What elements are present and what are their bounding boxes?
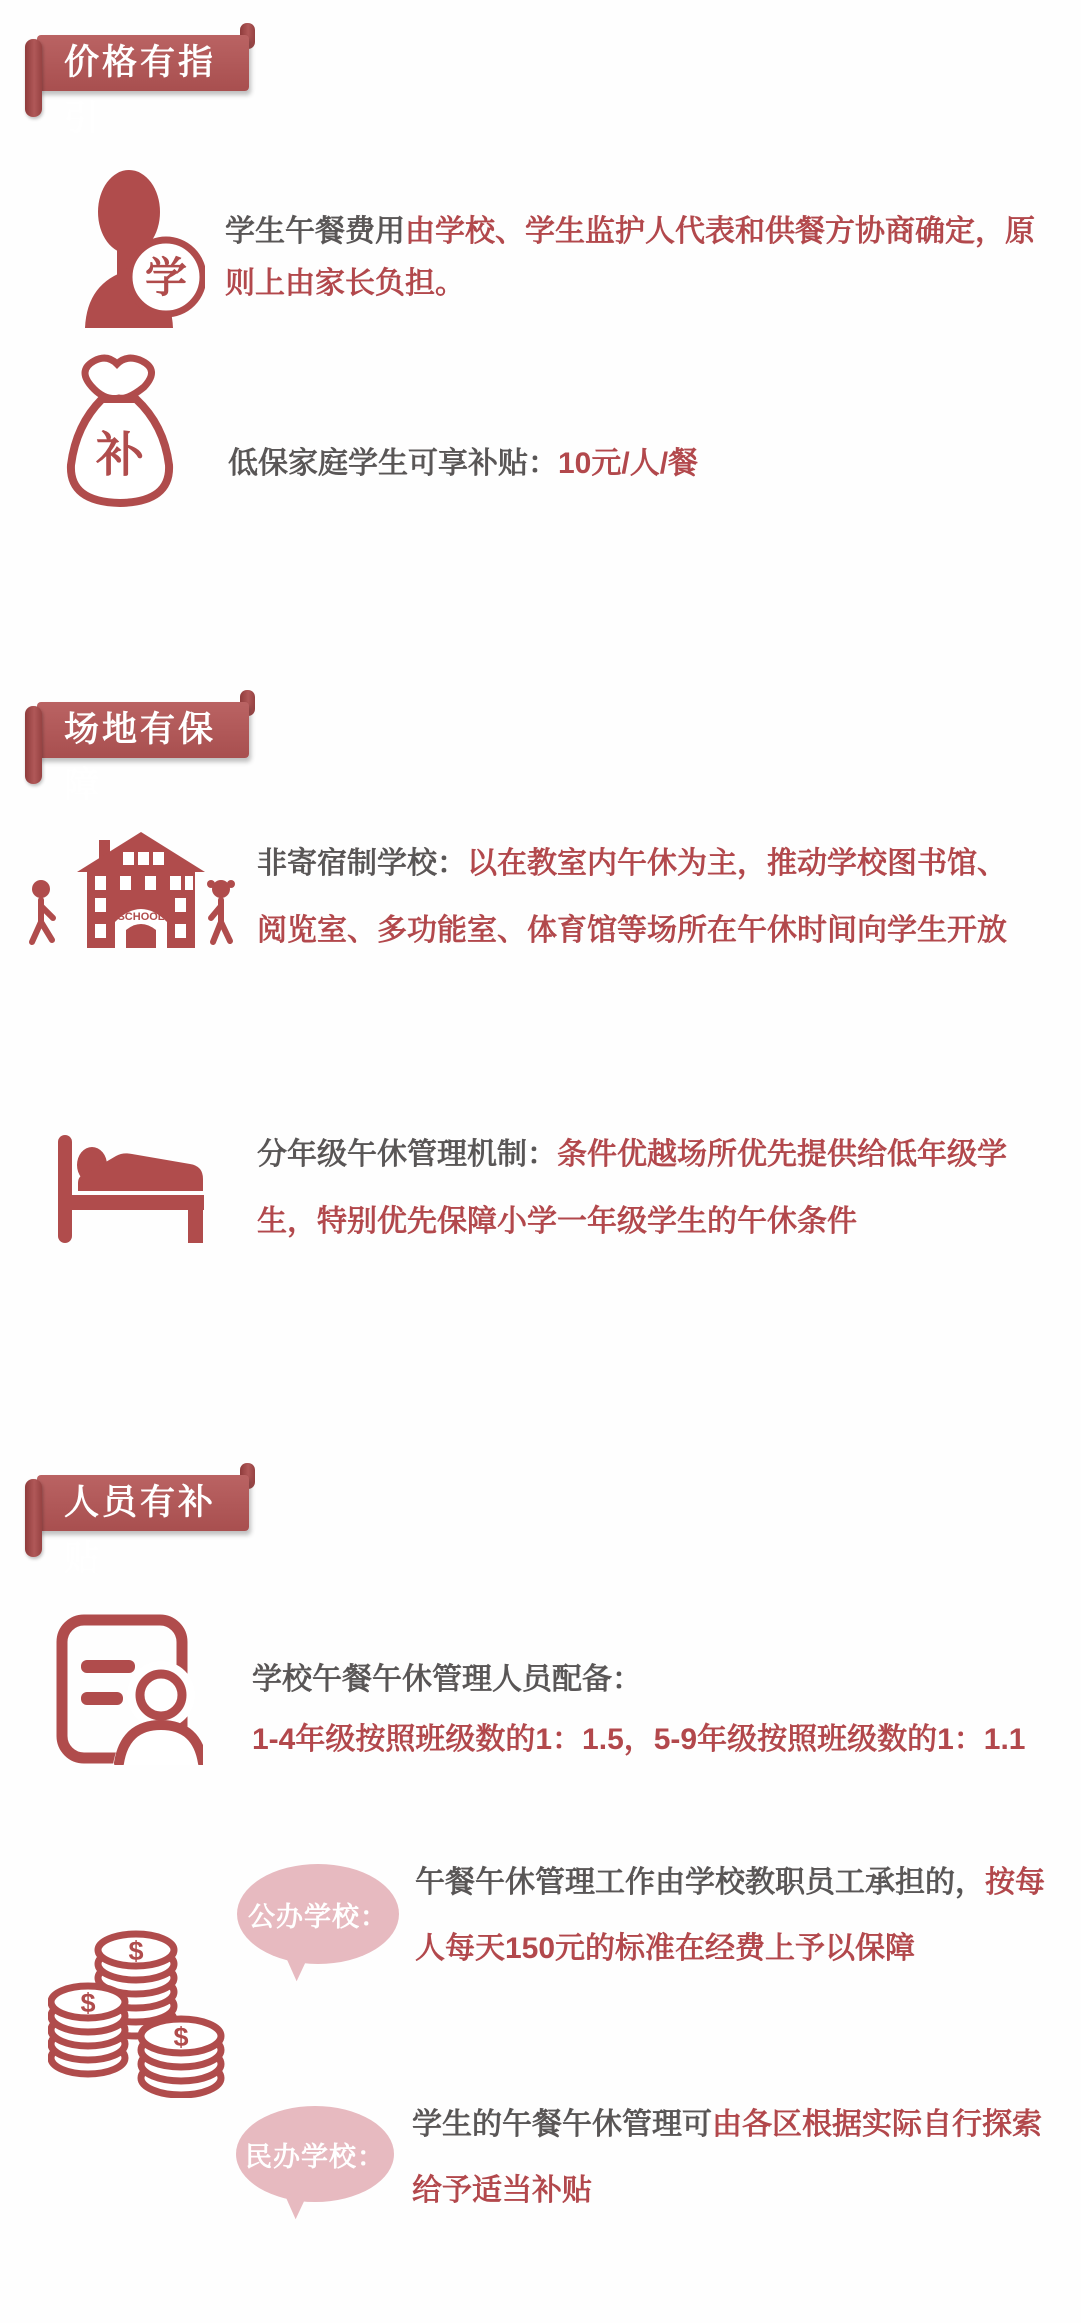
- text-line: 学生午餐费用由学校、学生监护人代表和供餐方协商确定，原: [225, 215, 1035, 248]
- public-school-label: 公办学校：: [248, 1901, 388, 1932]
- coins-icon: [48, 1930, 228, 2098]
- badge-venue-guarantee: [25, 690, 257, 805]
- walking-girl-icon: [211, 900, 230, 942]
- badge-staff-subsidy: [25, 1463, 257, 1578]
- subsidy-text: [228, 438, 1048, 490]
- scroll-roll-icon: [25, 1479, 42, 1557]
- non-boarding-text: [257, 830, 1057, 964]
- subsidy-bag-icon: [64, 353, 176, 508]
- private-school-text: [412, 2092, 1062, 2224]
- coin-dollar-glyph: $: [128, 1936, 144, 1966]
- lunch-fee-text: [225, 206, 1045, 310]
- subsidy-bag-glyph: 补: [95, 429, 145, 482]
- text-line: 1-4年级按照班级数的1：1.5，5-9年级按照班级数的1：1.1: [252, 1723, 1026, 1756]
- school-sign-text: SCHOOL: [117, 911, 165, 923]
- badge-price-guidance: [25, 23, 257, 138]
- private-school-bubble: [236, 2106, 394, 2202]
- staffing-ratio-text: [252, 1650, 1062, 1770]
- text-line: 人每天150元的标准在经费上予以保障: [415, 1932, 916, 1965]
- student-icon: [85, 160, 205, 328]
- text-line: 低保家庭学生可享补贴：10元/人/餐: [228, 447, 699, 480]
- scroll-roll-icon: [25, 39, 42, 117]
- text-line: 生，特别优先保障小学一年级学生的午休条件: [257, 1205, 857, 1238]
- badge-staff-label: 人员有补贴: [37, 1475, 249, 1531]
- scroll-roll-icon: [25, 706, 42, 784]
- nap-bed-icon: [52, 1133, 212, 1243]
- text-line: 学校午餐午休管理人员配备：: [252, 1663, 642, 1696]
- staff-roster-icon: [55, 1613, 203, 1765]
- text-line: 午餐午休管理工作由学校教职员工承担的，按每: [415, 1866, 1045, 1899]
- public-school-bubble: [237, 1864, 399, 1964]
- text-line: 学生的午餐午休管理可由各区根据实际自行探索: [412, 2108, 1042, 2141]
- badge-price-label: 价格有指引: [37, 35, 249, 91]
- badge-venue-label: 场地有保障: [37, 702, 249, 758]
- student-icon-glyph: 学: [144, 254, 188, 301]
- text-line: 则上由家长负担。: [225, 267, 465, 300]
- text-line: 非寄宿制学校：以在教室内午休为主，推动学校图书馆、: [257, 847, 1007, 880]
- walking-boy-icon: [32, 900, 53, 942]
- text-line: 分年级午休管理机制：条件优越场所优先提供给低年级学: [257, 1138, 1007, 1171]
- text-line: 给予适当补贴: [412, 2174, 592, 2207]
- private-school-label: 民办学校：: [245, 2141, 385, 2172]
- nap-management-text: [257, 1121, 1057, 1255]
- public-school-text: [415, 1850, 1065, 1982]
- coin-dollar-glyph: $: [173, 2022, 189, 2052]
- school-icon: [25, 826, 240, 948]
- text-line: 阅览室、多功能室、体育馆等场所在午休时间向学生开放: [257, 914, 1007, 947]
- coin-dollar-glyph: $: [80, 1988, 96, 2018]
